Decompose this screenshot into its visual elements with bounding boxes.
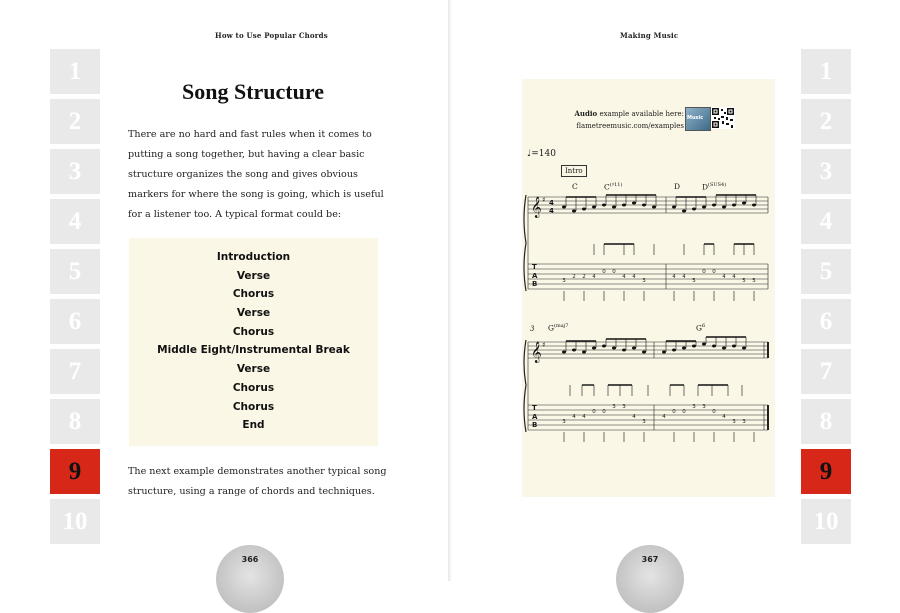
svg-text:4: 4	[732, 274, 736, 280]
chapter-tab-4[interactable]: 4	[50, 199, 100, 244]
cover-label: Music	[687, 115, 704, 121]
tab-letter-b: B	[532, 280, 538, 288]
svg-text:4: 4	[722, 414, 726, 420]
chord-root: G	[696, 323, 702, 333]
closing-paragraph	[128, 462, 387, 502]
chord-root: G	[548, 323, 554, 333]
structure-item: Middle Eight/Instrumental Break	[157, 344, 350, 357]
svg-text:4: 4	[632, 274, 636, 280]
svg-text:4: 4	[682, 274, 686, 280]
structure-item: End	[242, 419, 265, 432]
svg-text:4: 4	[549, 199, 554, 207]
music-example-panel	[522, 79, 775, 497]
svg-text:3: 3	[562, 278, 566, 284]
svg-text:3: 3	[742, 419, 746, 425]
intro-line: structure organizes the song and gives obvious	[128, 169, 358, 180]
intro-line: putting a song together, but having a clear basic	[128, 149, 365, 160]
chapter-tab-8[interactable]: 8	[50, 399, 100, 444]
structure-item: Chorus	[232, 400, 275, 413]
closing-line: structure, using a range of chords and techniques.	[128, 486, 375, 497]
right-running-header: Making Music	[620, 31, 679, 40]
svg-text:3: 3	[562, 419, 566, 425]
svg-text:5: 5	[692, 278, 696, 284]
svg-text:0: 0	[672, 409, 676, 415]
structure-item: Introduction	[216, 251, 291, 263]
chapter-tab-9-active[interactable]: 9	[50, 449, 100, 494]
tab-label	[532, 404, 537, 430]
chapter-tab-7[interactable]: 7	[801, 349, 851, 394]
chapter-tab-9-active[interactable]: 9	[801, 449, 851, 494]
svg-text:4: 4	[672, 274, 676, 280]
structure-item: Verse	[236, 363, 271, 376]
chapter-tab-8[interactable]: 8	[801, 399, 851, 444]
svg-text:5: 5	[742, 278, 746, 284]
svg-text:4: 4	[622, 274, 626, 280]
svg-text:3: 3	[642, 278, 646, 284]
svg-text:4: 4	[549, 207, 554, 215]
chord-root: D	[702, 182, 709, 192]
svg-text:♯: ♯	[542, 341, 546, 349]
left-page	[0, 0, 449, 581]
chapter-tab-2[interactable]: 2	[50, 99, 100, 144]
music-notation	[522, 79, 775, 497]
structure-item: Chorus	[232, 381, 275, 394]
svg-text:0: 0	[682, 409, 686, 415]
chapter-tab-6[interactable]: 6	[50, 299, 100, 344]
right-page	[451, 0, 900, 581]
audio-text: example available here:	[599, 110, 684, 118]
intro-paragraph	[128, 125, 383, 225]
svg-text:3: 3	[692, 404, 696, 410]
chapter-tab-7[interactable]: 7	[50, 349, 100, 394]
tab-letter-t: T	[532, 263, 537, 271]
intro-line: for a listener too. A typical format could be:	[128, 209, 342, 220]
svg-text:0: 0	[592, 409, 596, 415]
svg-text:0: 0	[602, 269, 606, 275]
chapter-tab-10[interactable]: 10	[50, 499, 100, 544]
page-number: 367	[641, 555, 659, 564]
svg-text:4: 4	[592, 274, 596, 280]
chord-root: C	[572, 182, 578, 191]
svg-text:𝄞: 𝄞	[531, 342, 542, 363]
structure-list	[129, 238, 378, 435]
chapter-tab-10[interactable]: 10	[801, 499, 851, 544]
page-number-disc	[616, 545, 684, 613]
chord-suffix: 6	[702, 323, 706, 329]
tab-letter-a: A	[532, 412, 538, 421]
chapter-tab-5[interactable]: 5	[50, 249, 100, 294]
left-running-header: How to Use Popular Chords	[215, 31, 328, 40]
structure-item: Chorus	[232, 288, 275, 301]
intro-line: There are no hard and fast rules when it comes to	[128, 129, 372, 140]
right-chapter-tabs	[801, 49, 851, 549]
svg-text:3: 3	[702, 404, 706, 410]
tab-label	[532, 263, 537, 289]
svg-text:0: 0	[712, 269, 716, 275]
intro-line: markers for where the song is going, which is useful	[128, 189, 384, 200]
chapter-tab-5[interactable]: 5	[801, 249, 851, 294]
svg-text:4: 4	[572, 414, 576, 420]
chapter-tab-2[interactable]: 2	[801, 99, 851, 144]
song-structure-box	[129, 238, 378, 446]
structure-item: Verse	[236, 269, 271, 282]
chapter-tab-1[interactable]: 1	[801, 49, 851, 94]
closing-line: The next example demonstrates another typical song	[128, 466, 387, 477]
svg-text:3: 3	[612, 404, 616, 410]
svg-text:4: 4	[722, 274, 726, 280]
section-label-intro: Intro	[561, 165, 587, 177]
tempo-marking: ♩=140	[527, 149, 556, 159]
chord-suffix: (maj7	[554, 323, 569, 329]
chapter-tab-1[interactable]: 1	[50, 49, 100, 94]
svg-text:4: 4	[662, 414, 666, 420]
audio-label: Audio	[574, 109, 598, 118]
svg-text:3: 3	[622, 404, 626, 410]
tab-letter-b: B	[532, 421, 538, 429]
chord-suffix: (SUS4)	[708, 182, 727, 188]
svg-text:0: 0	[602, 409, 606, 415]
page-number-disc	[216, 545, 284, 613]
page-number: 366	[241, 555, 259, 564]
svg-text:3: 3	[642, 419, 646, 425]
chord-root: D	[674, 182, 681, 191]
tab-letter-a: A	[532, 271, 538, 280]
svg-text:0: 0	[712, 409, 716, 415]
svg-text:5: 5	[752, 278, 756, 284]
chapter-tab-6[interactable]: 6	[801, 299, 851, 344]
svg-text:4: 4	[582, 414, 586, 420]
chord-suffix: (♯11)	[609, 182, 623, 188]
svg-text:0: 0	[612, 269, 616, 275]
chord-root: C	[604, 182, 610, 192]
structure-item: Chorus	[232, 325, 275, 338]
svg-text:2: 2	[582, 274, 586, 280]
chapter-tab-4[interactable]: 4	[801, 199, 851, 244]
tab-letter-t: T	[532, 404, 537, 412]
svg-text:0: 0	[702, 269, 706, 275]
svg-text:3: 3	[732, 419, 736, 425]
svg-text:2: 2	[572, 274, 576, 280]
page-title: Song Structure	[182, 79, 324, 104]
audio-url[interactable]: flametreemusic.com/examples	[576, 122, 684, 130]
chapter-tab-3[interactable]: 3	[801, 149, 851, 194]
svg-text:♯: ♯	[542, 196, 546, 204]
structure-item: Verse	[236, 307, 271, 320]
bar-number: 3	[530, 325, 535, 333]
svg-text:4: 4	[632, 414, 636, 420]
left-chapter-tabs	[50, 49, 100, 549]
chapter-tab-3[interactable]: 3	[50, 149, 100, 194]
svg-text:𝄞: 𝄞	[531, 197, 542, 218]
